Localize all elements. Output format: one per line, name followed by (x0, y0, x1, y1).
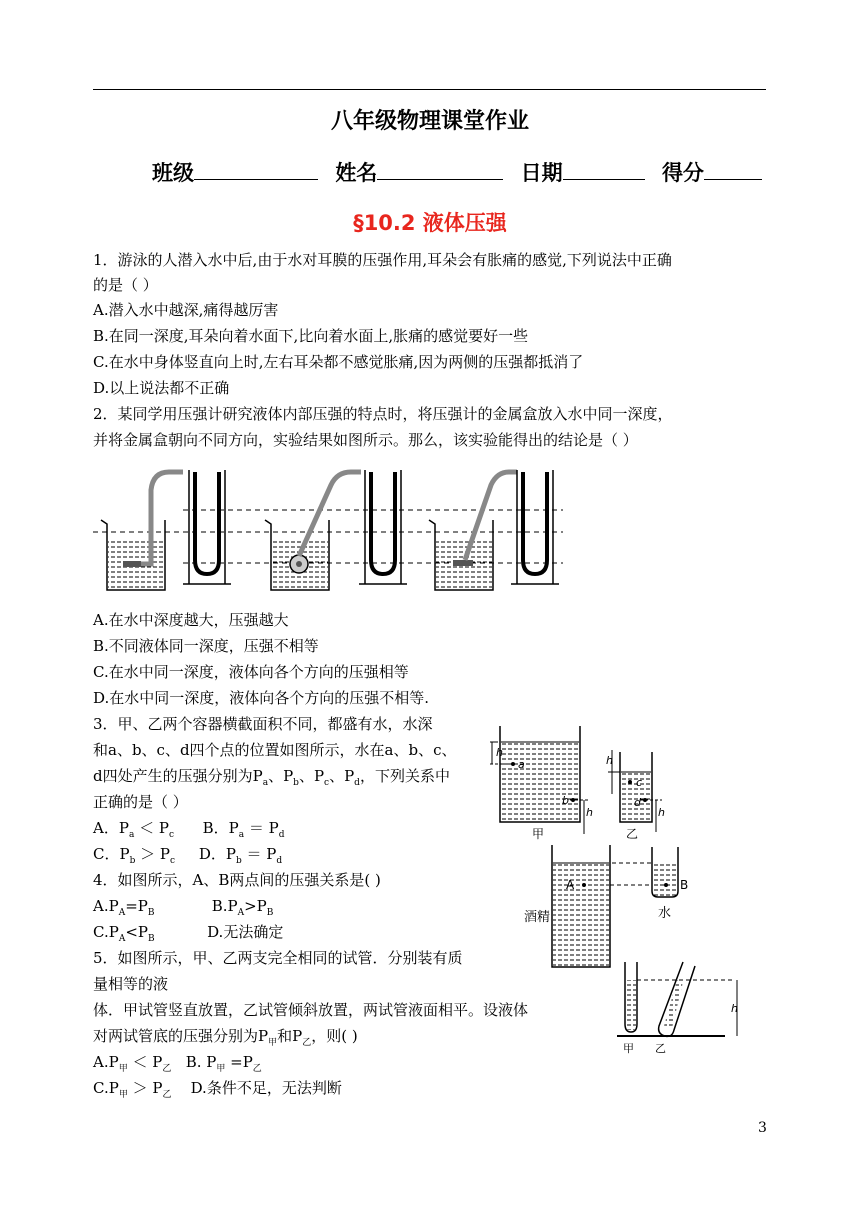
q5-stem-line4: 对两试管底的压强分别为$P_甲$和$P_乙$，则( ) (93, 1027, 358, 1048)
q1-stem-line2: 的是（ ） (93, 276, 158, 294)
q3-options-cd: C．$P_b > P_c$ D．$P_b = P_d$ (93, 845, 283, 866)
q1-option-c: C.在水中身体竖直向上时,左右耳朵都不感觉胀痛,因为两侧的压强都抵消了 (93, 353, 584, 371)
svg-text:酒精: 酒精 (524, 910, 551, 925)
q5-stem-line3: 体．甲试管竖直放置，乙试管倾斜放置，两试管液面相平。设液体 (93, 1001, 529, 1019)
q4-options-ab: $A.P_A=P_B$ $B.P_A>P_B$ (93, 897, 274, 918)
svg-text:乙: 乙 (655, 1042, 666, 1055)
q4-stem: 4．如图所示，A、B两点间的压强关系是( ) (93, 871, 381, 889)
q2-option-c: C.在水中同一深度，液体向各个方向的压强相等 (93, 663, 409, 681)
svg-text:h: h (606, 754, 613, 767)
svg-text:h: h (496, 746, 503, 759)
q3-stem-line4: 正确的是（ ） (93, 793, 188, 811)
svg-text:b: b (562, 794, 569, 807)
q4-options-cd: $C.P_A<P_B$ D.无法确定 (93, 923, 284, 944)
name-label: 姓名 (335, 161, 378, 185)
q3-stem-line1: 3．甲、乙两个容器横截面积不同，都盛有水，水深 (93, 715, 433, 733)
q4-containers-figure (522, 843, 712, 971)
svg-text:h: h (586, 806, 593, 819)
q5-stem-line2: 量相等的液 (93, 975, 169, 993)
page-title: 八年级物理课堂作业 (330, 109, 529, 134)
svg-text:d: d (634, 796, 641, 809)
q3-options-ab: A．$P_a < P_c$ B．$P_a = P_d$ (93, 819, 285, 840)
score-label: 得分 (661, 161, 704, 185)
class-blank[interactable] (194, 159, 318, 180)
q2-manometer-figure (93, 460, 563, 600)
svg-text:甲: 甲 (623, 1042, 634, 1055)
date-blank[interactable] (563, 159, 645, 180)
q5-options-ab: $A.P_甲 < P_乙$ B. $P_甲 =P_乙$ (93, 1053, 262, 1074)
q2-stem-line2: 并将金属盒朝向不同方向，实验结果如图所示。那么，该实验能得出的结论是（ ） (93, 431, 638, 449)
class-label: 班级 (152, 161, 194, 185)
q2-option-b: B.不同液体同一深度，压强不相等 (93, 637, 319, 655)
q1-option-b: B.在同一深度,耳朵向着水面下,比向着水面上,胀痛的感觉要好一些 (93, 327, 529, 345)
q3-stem-line3: d四处产生的压强分别为$P_a$、$P_b$、$P_c$、$P_d$，下列关系中 (93, 767, 450, 788)
q2-stem-line1: 2．某同学用压强计研究液体内部压强的特点时，将压强计的金属盒放入水中同一深度， (93, 405, 673, 423)
section-title: §10.2 液体压强 (353, 211, 507, 235)
svg-text:c: c (636, 776, 643, 789)
student-info-fields (152, 157, 762, 187)
page-number: 3 (758, 1120, 767, 1136)
svg-text:a: a (518, 758, 525, 771)
svg-text:B: B (680, 878, 689, 892)
svg-text:甲: 甲 (532, 827, 545, 841)
q1-stem-line1: 1．游泳的人潜入水中后,由于水对耳膜的压强作用,耳朵会有胀痛的感觉,下列说法中正确 (93, 251, 672, 269)
q5-test-tubes-figure (615, 958, 745, 1058)
q5-options-cd: $C.P_甲 > P_乙$ D.条件不足，无法判断 (93, 1079, 342, 1100)
q1-option-a: A.潜入水中越深,痛得越厉害 (93, 301, 279, 319)
svg-text:h: h (658, 806, 665, 819)
score-blank[interactable] (704, 159, 762, 180)
q1-option-d: D.以上说法都不正确 (93, 379, 230, 397)
svg-text:水: 水 (658, 906, 672, 921)
svg-text:乙: 乙 (626, 827, 639, 841)
name-blank[interactable] (377, 159, 503, 180)
q3-stem-line2: 和a、b、c、d四个点的位置如图所示，水在a、b、c、 (93, 741, 457, 759)
header-rule (93, 89, 766, 90)
svg-text:h: h (731, 1002, 738, 1015)
q3-containers-figure (490, 722, 675, 842)
svg-text:A: A (566, 878, 575, 892)
q5-stem-line1: 5．如图所示，甲、乙两支完全相同的试管．分别装有质 (93, 949, 463, 967)
q2-option-d: D.在水中同一深度，液体向各个方向的压强不相等. (93, 689, 430, 707)
q2-option-a: A.在水中深度越大，压强越大 (93, 611, 289, 629)
date-label: 日期 (520, 161, 563, 185)
